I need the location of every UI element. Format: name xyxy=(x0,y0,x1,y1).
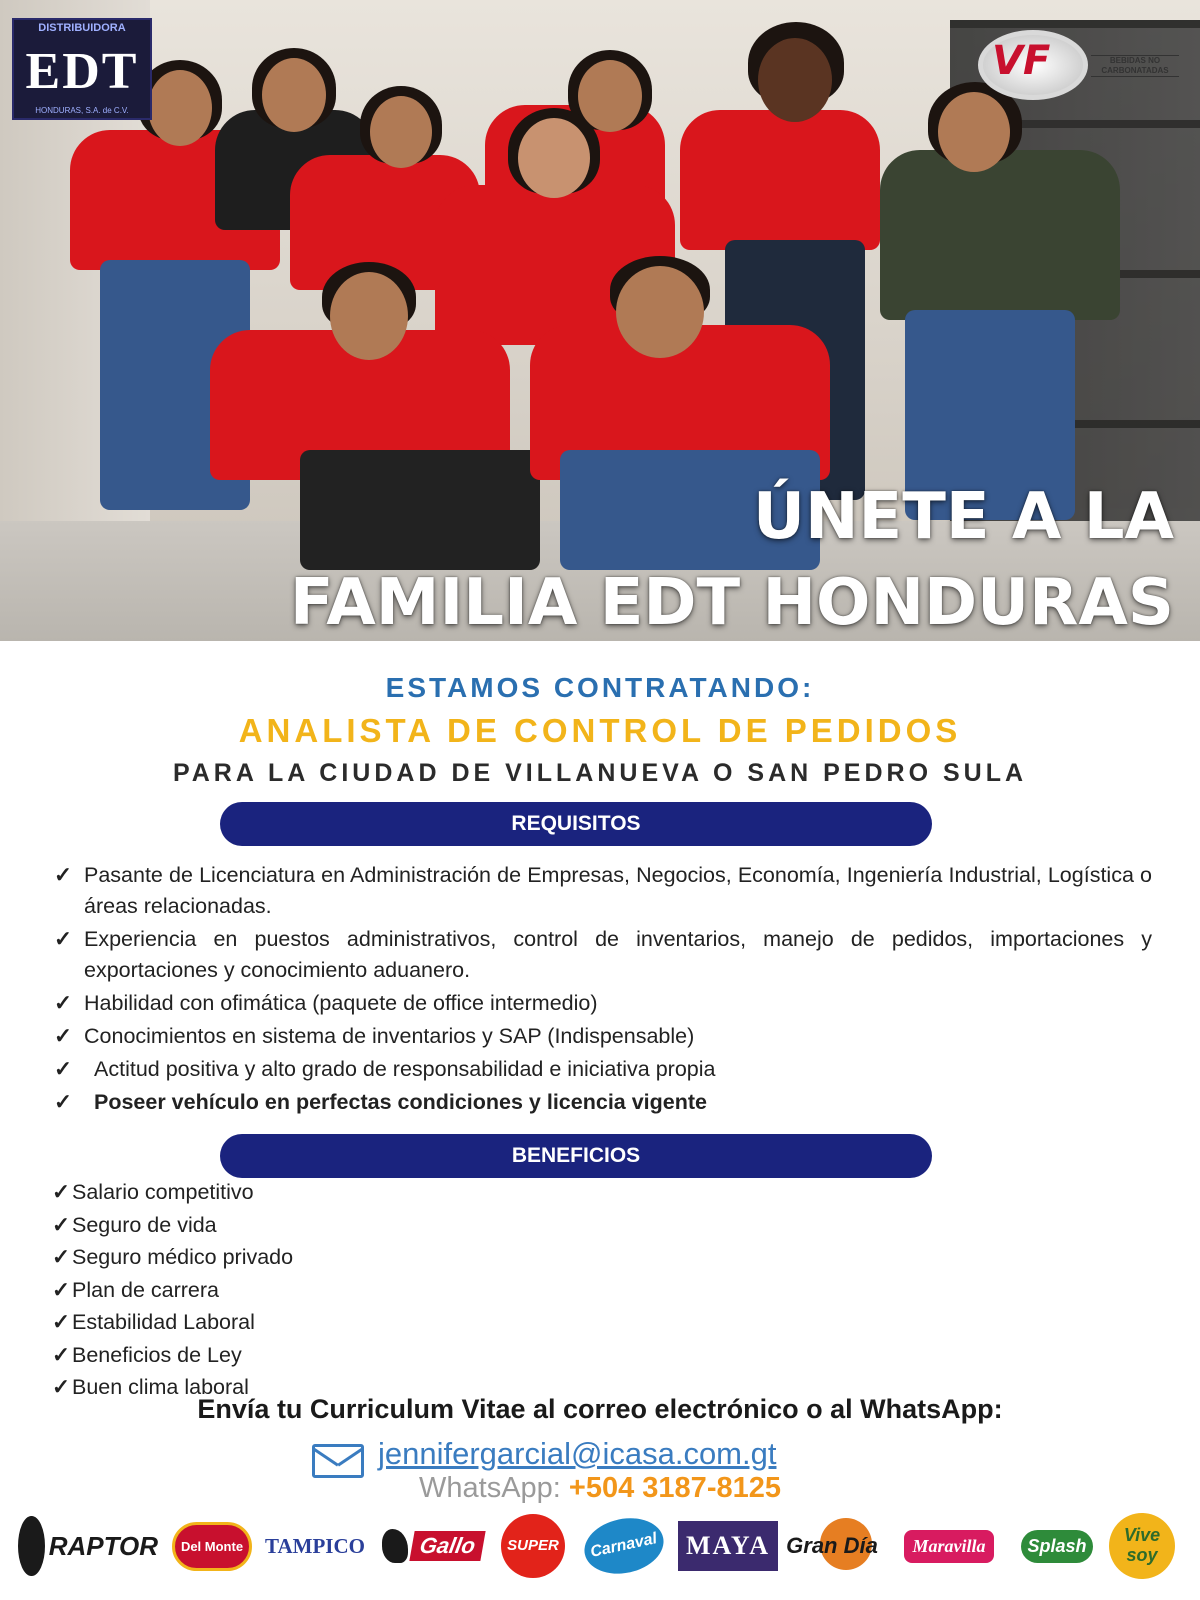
requisitos-list xyxy=(54,860,1152,1120)
brand-logo-vivesoy: Vive soy xyxy=(1104,1506,1180,1586)
beneficio-item: ✓ Buen clima laboral xyxy=(52,1371,293,1404)
brand-logo-splash: Splash xyxy=(1018,1506,1096,1586)
beneficio-item: ✓ Plan de carrera xyxy=(52,1274,293,1307)
brand-logo-raptor: RAPTOR xyxy=(18,1506,158,1586)
city-subtitle: PARA LA CIUDAD DE VILLANUEVA O SAN PEDRO SULA xyxy=(172,759,1028,787)
brand-logo-gallo: Gallo xyxy=(374,1506,492,1586)
edt-logo: DISTRIBUIDORA EDT HONDURAS, S.A. de C.V. xyxy=(12,18,152,120)
brand-logo-super: SUPER xyxy=(496,1506,570,1586)
beneficio-item: ✓ Seguro médico privado xyxy=(52,1241,293,1274)
requisito-item: ✓ Experiencia en puestos administrativos, control de inventarios, manejo de pedidos, importaciones y exportaciones y conocimiento aduanero. xyxy=(54,924,1152,986)
requisito-item: ✓ Habilidad con ofimática (paquete de office intermedio) xyxy=(54,988,1152,1019)
hero-title-line2: FAMILIA EDT HONDURAS xyxy=(289,566,1174,640)
beneficios-banner: BENEFICIOS xyxy=(220,1134,932,1178)
beneficio-item: ✓ Beneficios de Ley xyxy=(52,1339,293,1372)
whatsapp-number[interactable]: +504 3187-8125 xyxy=(568,1472,781,1504)
hero-photo xyxy=(0,0,1200,641)
whatsapp-line xyxy=(0,1472,1200,1505)
brand-logo-carnaval: Carnaval xyxy=(576,1506,672,1586)
brand-logo-maya: MAYA xyxy=(680,1506,776,1586)
job-title: ANALISTA DE CONTROL DE PEDIDOS xyxy=(238,712,962,749)
brand-logo-maravilla: Maravilla xyxy=(890,1506,1008,1586)
requisitos-banner: REQUISITOS xyxy=(220,802,932,846)
requisito-item: ✓ Poseer vehículo en perfectas condiciones y licencia vigente xyxy=(54,1087,1152,1118)
beneficios-list xyxy=(52,1176,293,1404)
requisito-item: ✓ Pasante de Licenciatura en Administración de Empresas, Negocios, Economía, Ingeniería Industrial, Logística o áreas relacionadas. xyxy=(54,860,1152,922)
beneficio-item: ✓ Salario competitivo xyxy=(52,1176,293,1209)
requisito-item: ✓ Actitud positiva y alto grado de responsabilidad e iniciativa propia xyxy=(54,1054,1152,1085)
vf-logo: VF BEBIDAS NO CARBONATADAS xyxy=(978,30,1178,106)
beneficio-item: ✓ Estabilidad Laboral xyxy=(52,1306,293,1339)
beneficio-item: ✓ Seguro de vida xyxy=(52,1209,293,1242)
whatsapp-label: WhatsApp: xyxy=(419,1472,569,1504)
brand-logo-tampico: TAMPICO xyxy=(265,1533,365,1558)
hiring-heading: ESTAMOS CONTRATANDO: xyxy=(385,672,815,703)
email-link[interactable]: jennifergarcial@icasa.com.gt xyxy=(378,1436,777,1471)
brand-logo-delmonte: Del Monte xyxy=(170,1506,254,1586)
hero-title-line1: ÚNETE A LA xyxy=(752,480,1174,554)
cta-text: Envía tu Curriculum Vitae al correo electrónico o al WhatsApp: xyxy=(197,1394,1003,1424)
requisito-item: ✓ Conocimientos en sistema de inventarios y SAP (Indispensable) xyxy=(54,1021,1152,1052)
brand-logo-granda: Gran Día xyxy=(784,1506,880,1586)
brand-logos-strip xyxy=(18,1506,1182,1592)
